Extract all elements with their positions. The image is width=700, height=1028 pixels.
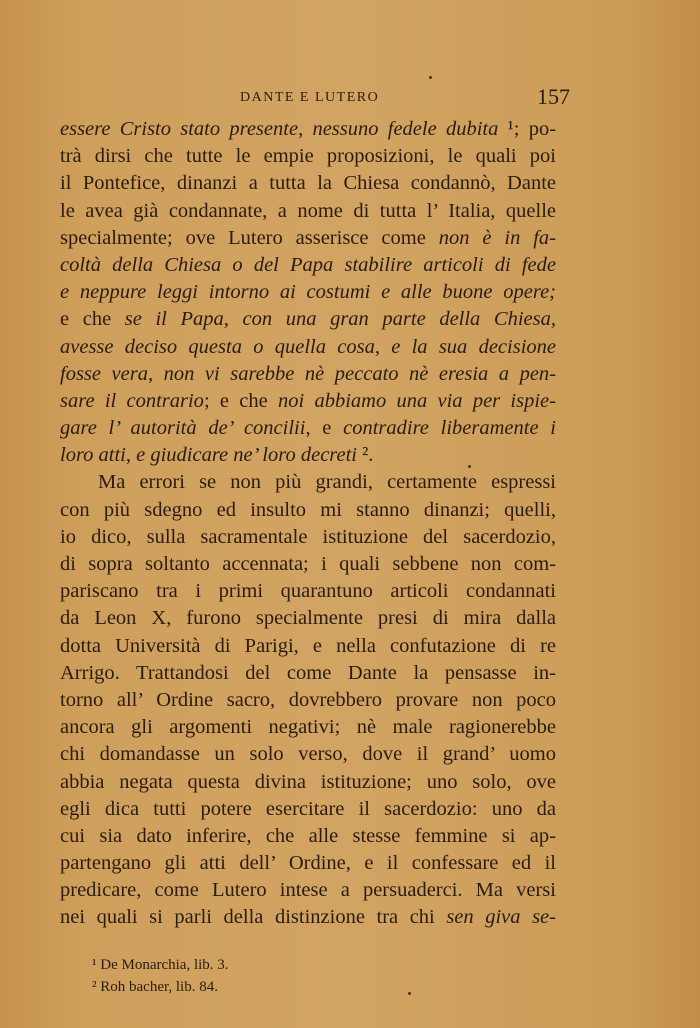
italic-text: gare l’ autorità de’ concilii	[60, 417, 306, 440]
italic-text: essere Cristo stato presente	[60, 118, 299, 140]
text-line	[60, 334, 556, 361]
italic-text: loro atti	[60, 444, 126, 467]
text-segment: Ma errori se non più grandi, certamente espressi	[98, 471, 556, 494]
text-segment: dotta Università di Parigi, e nella confutazione di re	[60, 634, 556, 657]
text-line	[60, 904, 556, 931]
text-segment: di sopra soltanto accennata; i quali sebbene non com-	[60, 553, 556, 575]
text-segment: egli dica tutti potere esercitare il sacerdozio: uno da	[60, 797, 556, 820]
text-segment: ,	[147, 362, 164, 385]
text-segment: torno all’ Ordine sacro, dovrebbero provare non poco	[60, 688, 556, 711]
text-segment: specialmente; ove Lutero asserisce come	[60, 226, 439, 249]
text-line	[60, 198, 556, 225]
text-line	[60, 415, 556, 442]
italic-text: non è in fa-	[438, 226, 556, 249]
text-segment: ; e che	[203, 389, 278, 412]
italic-text: sare il contrario	[60, 389, 204, 412]
text-line	[60, 551, 556, 578]
text-segment: nei quali si parli della distinzione tra chi	[60, 906, 447, 929]
text-line	[60, 877, 556, 904]
text-segment: ².	[357, 444, 374, 467]
italic-text: avesse deciso questa o quella cosa, e la sua decisione	[60, 335, 556, 358]
text-segment: da Leon X, furono specialmente presi di mira dalla	[60, 607, 556, 630]
paper-speck	[408, 992, 411, 995]
text-line	[60, 252, 556, 279]
text-line	[60, 687, 556, 714]
text-segment: predicare, come Lutero intese a persuaderci. Ma versi	[60, 879, 556, 902]
italic-text: coltà della Chiesa o del Papa stabilire articoli di fede	[60, 253, 556, 276]
text-segment: trà dirsi che tutte le empie proposizioni, le quali poi	[60, 145, 556, 168]
text-line	[60, 524, 556, 551]
italic-text: nessuno fedele dubita	[312, 118, 499, 140]
footnotes	[92, 954, 229, 998]
italic-text: contradire liberamente i	[343, 417, 556, 440]
text-line	[60, 497, 556, 524]
text-segment: , e	[305, 417, 344, 440]
footnote: ¹ De Monarchia, lib. 3.	[92, 957, 229, 973]
text-segment: ,	[298, 118, 313, 140]
italic-text: non vi sarebbe nè peccato nè eresia a pen-	[163, 362, 556, 385]
text-segment: e che	[60, 308, 125, 331]
text-line	[60, 388, 556, 415]
text-line	[60, 741, 556, 768]
text-segment: ancora gli argomenti negativi; nè male ragionerebbe	[60, 716, 556, 739]
text-segment: abbia negata questa divina istituzione; uno solo, ove	[60, 770, 556, 793]
text-line	[60, 361, 556, 388]
text-line	[60, 469, 556, 496]
text-segment: le avea già condannate, a nome di tutta l’ Italia, quelle	[60, 199, 556, 222]
text-segment: il Pontefice, dinanzi a tutta la Chiesa condannò, Dante	[60, 172, 556, 195]
italic-text: se il Papa, con una gran parte della Chiesa,	[124, 308, 556, 331]
text-segment: io dico, sulla sacramentale istituzione del sacerdozio,	[60, 525, 556, 548]
text-line	[60, 143, 556, 170]
body-text	[60, 116, 556, 932]
text-line	[60, 225, 556, 252]
text-segment: con più sdegno ed insulto mi stanno dinanzi; quelli,	[60, 498, 556, 521]
text-segment: cui sia dato inferire, che alle stesse femmine si ap-	[60, 824, 556, 847]
text-line	[60, 116, 556, 143]
text-line	[60, 279, 556, 306]
text-line	[60, 796, 556, 823]
text-segment: partengano gli atti dell’ Ordine, e il confessare ed il	[60, 852, 556, 875]
text-line	[60, 850, 556, 877]
text-segment: Arrigo. Trattandosi del come Dante la pensasse in-	[60, 661, 556, 684]
text-line	[60, 660, 556, 687]
text-segment: chi domandasse un solo verso, dove il grand’ uomo	[60, 743, 556, 766]
italic-text: noi abbiamo una via per ispie-	[278, 389, 556, 412]
paper-speck	[468, 465, 471, 468]
italic-text: e neppure leggi intorno ai costumi e alle buone opere;	[60, 281, 556, 304]
text-line	[60, 714, 556, 741]
text-line	[60, 605, 556, 632]
paper-speck	[429, 76, 432, 79]
text-segment: ¹; po-	[498, 118, 556, 140]
page-number: 157	[537, 84, 570, 109]
text-line	[60, 578, 556, 605]
text-line	[60, 170, 556, 197]
italic-text: sen giva se-	[446, 906, 556, 929]
text-line	[60, 442, 556, 469]
page-header	[60, 84, 570, 112]
italic-text: e giudicare ne’ loro decreti	[136, 444, 358, 467]
footnote: ² Roh bacher, lib. 84.	[92, 979, 218, 995]
text-line	[60, 633, 556, 660]
text-line	[60, 306, 556, 333]
running-title: DANTE E LUTERO	[240, 90, 380, 105]
text-line	[60, 823, 556, 850]
text-segment: pariscano tra i primi quarantuno articoli condannati	[60, 580, 556, 603]
text-segment: ,	[125, 444, 137, 467]
text-line	[60, 769, 556, 796]
italic-text: fosse vera	[60, 362, 148, 385]
